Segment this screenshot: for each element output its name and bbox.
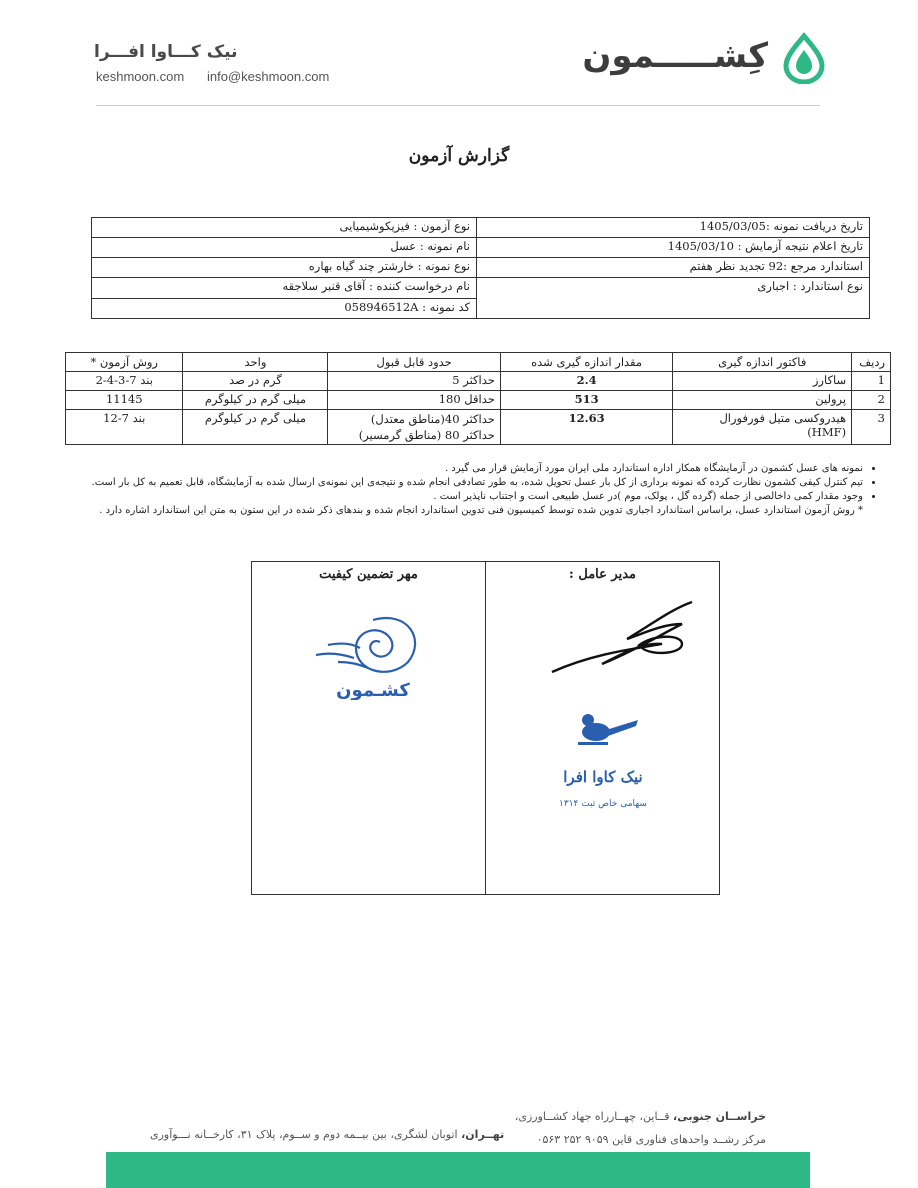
info-row (92, 238, 870, 258)
limit-line: حداقل 180 (438, 392, 495, 406)
quality-seal-label: مهر تضمین کیفیت (319, 567, 418, 582)
result-date: تاریخ اعلام نتیجه آزمایش : 1405/03/10 (477, 238, 870, 258)
footer-south-address (515, 1105, 766, 1151)
note-item: • وجود مقدار کمی داخالصی از جمله (گرده گل ، پولک، موم )در عسل طبیعی است و اجتناب ناپذیر است . (40, 490, 863, 504)
south-address: قــاین، چهــارراه جهاد کشــاورزی، (514, 1110, 674, 1123)
row-factor: ساکارز (673, 372, 852, 391)
row-limit (328, 410, 500, 445)
note-item: • نمونه های عسل کشمون در آزمایشگاه همکار اداره استاندارد ملی ایران مورد آزمایش قرار می گیرد . (40, 462, 863, 476)
company-stamp (558, 702, 648, 832)
method-footnote: * روش آزمون استاندارد عسل، براساس استاندارد اجباری تدوین شده توسط کمیسیون فنی تدوین استاندارد انجام شده و بندهای ذکر شده در این ستون به متن این استاندارد اشاره دارد . (99, 505, 863, 516)
row-value: 513 (500, 391, 672, 410)
stamp-name-text: نیک کاوا افرا (563, 768, 643, 786)
note-item: • تیم کنترل کیفی کشمون نظارت کرده که نمونه برداری از کل بار عسل تحویل شده، به طور تصادفی انجام شده و نتیجه‌ی این نمونه‌ی ارسال شده به آزمایشگاه، قابل تعمیم به کل بار است. (40, 476, 863, 490)
brand-name: نیک کـــاوا افـــرا (94, 42, 238, 62)
results-table (65, 352, 891, 445)
receive-date: تاریخ دریافت نمونه :1405/03/05 (477, 218, 870, 238)
south-center: مرکز رشــد واحدهای فناوری قاین ۹۰۵۹ ۲۵۲ ۰۵۶۳ (536, 1133, 766, 1146)
col-header-value: مقدار اندازه گیری شده (500, 353, 672, 372)
seal-logo-text: کشـمون (336, 680, 410, 700)
limit-line: حداکثر 80 (مناطق گرمسیر) (358, 428, 495, 442)
row-limit (328, 372, 500, 391)
row-index: 1 (852, 372, 891, 391)
col-header-index: ردیف (852, 353, 891, 372)
report-title: گزارش آزمون (408, 146, 510, 166)
manager-signature (542, 594, 702, 684)
info-row (92, 278, 870, 299)
south-city: خراســان جنوبی، (673, 1110, 766, 1123)
test-type: نوع آزمون : فیزیکوشیمیایی (92, 218, 477, 238)
quality-seal-cell (252, 562, 486, 895)
row-unit: میلی گرم در کیلوگرم (183, 391, 328, 410)
drop-leaf-icon (778, 32, 830, 84)
info-row (92, 218, 870, 238)
footer-tehran-address (150, 1128, 504, 1141)
standard-type: نوع استاندارد : اجباری (477, 278, 870, 319)
info-row (92, 258, 870, 278)
tehran-city: تهــران، (461, 1128, 505, 1141)
keshmoon-logo (582, 32, 830, 84)
row-unit: میلی گرم در کیلوگرم (183, 410, 328, 445)
signature-box (251, 561, 720, 895)
logo-text: کِشـــــمون (582, 36, 768, 76)
brand-contacts (96, 69, 329, 84)
row-index: 2 (852, 391, 891, 410)
table-row (66, 372, 891, 391)
stamp-registry-text: سهامی خاص ثبت ۱۳۱۴ (559, 799, 647, 809)
col-header-unit: واحد (183, 353, 328, 372)
sample-info-table (91, 217, 870, 319)
row-method: بند 7-3-4-2 (66, 372, 183, 391)
row-unit: گرم در صد (183, 372, 328, 391)
reference-standard: استاندارد مرجع :92 تجدید نظر هفتم (477, 258, 870, 278)
footer-color-bar (106, 1152, 810, 1188)
requester-name: نام درخواست کننده : آقای قنبر سلاجقه (92, 278, 477, 299)
col-header-limit: حدود قابل قبول (328, 353, 500, 372)
limit-line: حداکثر 40(مناطق معتدل) (370, 412, 495, 426)
header-divider (96, 105, 820, 106)
row-limit (328, 391, 500, 410)
table-row (66, 410, 891, 445)
notes-section (40, 462, 885, 518)
row-factor: پرولین (673, 391, 852, 410)
tehran-address: اتوبان لشگری، بین بیــمه دوم و ســوم، پلاک ۳۱، کارخــانه نـــوآوری (150, 1128, 462, 1141)
sample-type: نوع نمونه : خارشتر چند گیاه بهاره (92, 258, 477, 278)
row-value: 12.63 (500, 410, 672, 445)
sample-code: کد نمونه : 058946512A (92, 298, 477, 319)
row-method: 11145 (66, 391, 183, 410)
email-link[interactable]: info@keshmoon.com (207, 69, 330, 84)
row-factor: هیدروکسی متیل فورفورال (HMF) (673, 410, 852, 445)
manager-cell (486, 562, 720, 895)
row-method: بند 7-12 (66, 410, 183, 445)
results-header-row (66, 353, 891, 372)
table-row (66, 391, 891, 410)
sample-name: نام نمونه : عسل (92, 238, 477, 258)
row-index: 3 (852, 410, 891, 445)
row-value: 2.4 (500, 372, 672, 391)
col-header-factor: فاکتور اندازه گیری (673, 353, 852, 372)
quality-seal-stamp (298, 600, 448, 700)
col-header-method: روش آزمون * (66, 353, 183, 372)
manager-label: مدیر عامل : (569, 567, 636, 582)
limit-line: حداکثر 5 (452, 373, 495, 387)
website-link[interactable]: keshmoon.com (96, 69, 185, 84)
